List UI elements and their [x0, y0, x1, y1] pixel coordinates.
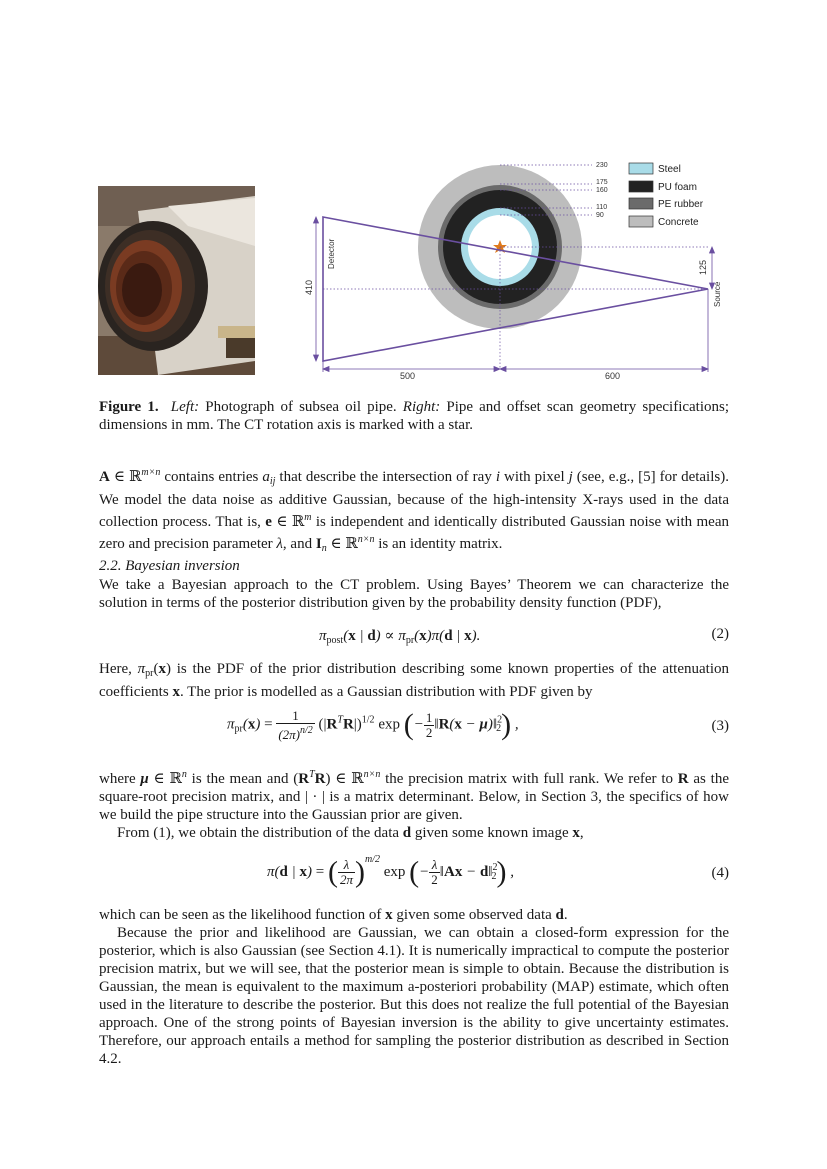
dimension-600: 600 — [605, 371, 621, 381]
detector-label: Detector — [327, 238, 336, 269]
legend — [629, 163, 704, 228]
dimension-500: 500 — [400, 371, 416, 381]
figure-caption — [99, 398, 729, 434]
paragraph-bayes: We take a Bayesian approach to the CT problem. Using Bayes’ Theorem we can characterize the solution in terms of the posterior distribution given by the probability density function (PDF), — [99, 577, 729, 611]
legend-pe-rubber: PE rubber — [658, 199, 704, 210]
equation-2: $\pi_{post}(x$ | $d) \propto \pi_{pr}(x)\pi(d$ | x). (2) — [319, 626, 729, 646]
equation-4: π(d | x) = ( $\frac{\lambda}{2\pi}$ )$^{m/2}$ exp (− $\frac{\lambda}{2}$ ‖Ax − d‖$^2_2$) , (4) — [267, 854, 729, 889]
equation-4-number: (4) — [711, 865, 729, 881]
section-title: 2.2. Bayesian inversion — [99, 558, 240, 574]
scan-geometry-diagram — [300, 155, 730, 385]
source-label: Source — [713, 281, 722, 307]
dimension-410: 410 — [304, 279, 314, 295]
radius-label-90: 90 — [596, 212, 604, 219]
equation-2-number: (2) — [711, 626, 729, 642]
paragraph-prior: Here, $\pi_{pr}(x)$ is the PDF of the prior distribution describing some known properties of the attenuation coefficients x. The prior is modelled as a Gaussian distribution with PDF given by — [99, 661, 729, 700]
caption-right: Right: — [402, 399, 441, 415]
caption-left: Left: — [170, 399, 200, 415]
paragraph-posterior: which can be seen as the likelihood function of x given some observed data d. Because the prior and likelihood are Gaussian, we can obtain a closed-form expression for the posterior, which is also Gaussian (see Section 4.1). It is numerically impractical to compute the posterior precision matrix, but we will see, that the posterior mean is simple to obtain. Because the distribution is Gaussian, the mean is equivalent to the maximum a-posteriori probability (MAP) estimate, which often used in the literature to describe the posterior. But this does not realize the full potential of the Bayesian approach. One of the strong points of Bayesian inversion is the ability to give uncertainty estimates. Therefore, our approach entails a method for sampling the posterior distribution as described in Section 4.2. — [99, 907, 729, 1067]
legend-concrete: Concrete — [658, 217, 699, 228]
caption-text-2: Pipe and offset scan geometry specifications; dimensions in mm. The CT rotation axis is marked with a star. — [99, 399, 730, 433]
radius-label-160: 160 — [596, 187, 608, 194]
legend-steel: Steel — [658, 164, 681, 175]
radius-label-175: 175 — [596, 179, 608, 186]
caption-label: Figure 1. — [99, 399, 159, 415]
dimension-125: 125 — [698, 259, 708, 275]
caption-text-1: Photograph of subsea oil pipe. — [199, 399, 403, 415]
paragraph-system-matrix: A ∈ ℝ$^{m\times n}$ contains entries $a_{ij}$ that describe the intersection of ray i with pixel j (see, e.g., [5] for details). We model the data noise as additive Gaussian, because of the high-intensity X-rays used in the data collection process. That is, e ∈ ℝ$^m$ is independent and identically distributed Gaussian noise with mean zero and precision parameter λ, and $I_n$ ∈ ℝ$^{n\times n}$ is an identity matrix. — [99, 467, 729, 554]
radius-label-110: 110 — [596, 204, 608, 211]
equation-3: $\pi_{pr}(x)$ = $\frac{1}{(2\pi)^{n/2}}$ $(|R^TR|)^{1/2}$ exp (− $\frac{1}{2}$ ‖R(x − μ)‖$^2_2$) , (3) — [227, 707, 729, 742]
pipe-photograph — [98, 186, 255, 375]
equation-3-number: (3) — [711, 718, 729, 734]
paragraph-precision: where μ ∈ ℝ$^n$ is the mean and $(R^TR)$ ∈ ℝ$^{n\times n}$ the precision matrix with full rank. We refer to R as the square-root precision matrix, and | · | is a matrix determinant. Below, in Section 3, the specifics of how we build the pipe structure into the Gaussian prior are given. From (1), we obtain the distribution of the data d given some known image x, — [99, 769, 729, 841]
legend-pu-foam: PU foam — [658, 182, 697, 193]
radius-label-230: 230 — [596, 162, 608, 169]
